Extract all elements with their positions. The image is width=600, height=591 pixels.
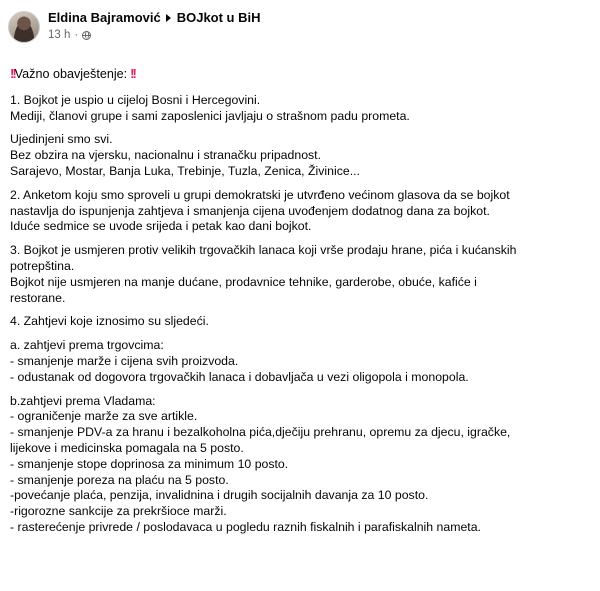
post-subline (48, 29, 261, 41)
post-text-line: - smanjenje marže i cijena svih proizvoda. (10, 353, 239, 368)
post-text-line: Ujedinjeni smo svi. (10, 132, 113, 147)
post-text-line: 4. Zahtjevi koje iznosimo su sljedeći. (10, 314, 209, 329)
post-text-line: Iduće sedmice se uvode srijeda i petak kao dani bojkot. (10, 219, 312, 234)
post-heading (10, 66, 590, 83)
post-text-line: - smanjenje stope doprinosa za minimum 10 posto. (10, 456, 289, 471)
post-time[interactable]: 13 h (48, 29, 71, 41)
post-text-line: Bojkot nije usmjeren na manje dućane, prodavnice tehnike, garderobe, obuće, kafiće i (10, 274, 477, 289)
post-text-line: potrepština. (10, 258, 75, 273)
post-text-line: 1. Bojkot je uspio u cijeloj Bosni i Hercegovini. (10, 92, 261, 107)
post-text-line: - odustanak od dogovora trgovačkih lanaca i dobavljača u vezi oligopola i monopola. (10, 369, 469, 384)
paragraph-gap (10, 235, 590, 243)
paragraph-gap (10, 386, 590, 394)
heading-text: Važno obavještenje: (14, 67, 128, 81)
post-text-line: 3. Bojkot je usmjeren protiv velikih trgovačkih lanaca koji vrše prodaju hrane, pića i kućanskih (10, 243, 517, 258)
separator-dot: · (74, 29, 79, 41)
post-text-line: nastavlja do ispunjenja zahtjeva i smanjenja cijena uvođenjem dodatnog dana za bojkot. (10, 203, 490, 218)
group-name[interactable]: BOJkot u BiH (176, 10, 261, 25)
post-text-line: restorane. (10, 290, 66, 305)
post-text-line: Sarajevo, Mostar, Banja Luka, Trebinje, Tuzla, Zenica, Živinice... (10, 163, 360, 178)
paragraph-gap (10, 180, 590, 188)
double-exclamation-icon: !! (10, 66, 15, 81)
paragraph-gap (10, 306, 590, 314)
post-text-line: Bez obzira na vjersku, nacionalnu i stranačku pripadnost. (10, 148, 322, 163)
post-text-line: - smanjenje PDV-a za hranu i bezalkoholna pića,dječiju prehranu, opremu za djecu, igračke, (10, 425, 511, 440)
post-title (48, 10, 261, 26)
paragraph-gap (10, 330, 590, 338)
paragraph-gap (10, 83, 590, 93)
post-meta (48, 8, 261, 41)
post-text-line: a. zahtjevi prema trgovcima: (10, 338, 164, 353)
post-text-line: b.zahtjevi prema Vladama: (10, 393, 156, 408)
post-text-line: 2. Anketom koju smo sproveli u grupi demokratski je utvrđeno većinom glasova da se bojkot (10, 187, 510, 202)
author-avatar[interactable] (8, 11, 40, 43)
public-globe-icon (82, 31, 91, 40)
caret-right-icon (166, 14, 171, 22)
author-name[interactable]: Eldina Bajramović (48, 10, 161, 25)
post-text-line: - rasterećenje privrede / poslodavaca u pogledu raznih fiskalnih i parafiskalnih nameta. (10, 519, 481, 534)
post-text-line: -povećanje plaća, penzija, invalidnina i drugih socijalnih davanja za 10 posto. (10, 488, 429, 503)
post-header (8, 8, 590, 52)
post-text-line: - smanjenje poreza na plaću na 5 posto. (10, 472, 229, 487)
post-body (8, 66, 590, 536)
post-text-line: Mediji, članovi grupe i sami zaposlenici javljaju o strašnom padu prometa. (10, 108, 410, 123)
double-exclamation-icon: !! (130, 66, 135, 81)
post-text-line: - ograničenje marže za sve artikle. (10, 409, 198, 424)
post-text (10, 93, 590, 536)
paragraph-gap (10, 124, 590, 132)
post-text-line: -rigorozne sankcije za prekršioce marži. (10, 504, 227, 519)
post-text-line: lijekove i medicinska pomagala na 5 posto. (10, 440, 244, 455)
